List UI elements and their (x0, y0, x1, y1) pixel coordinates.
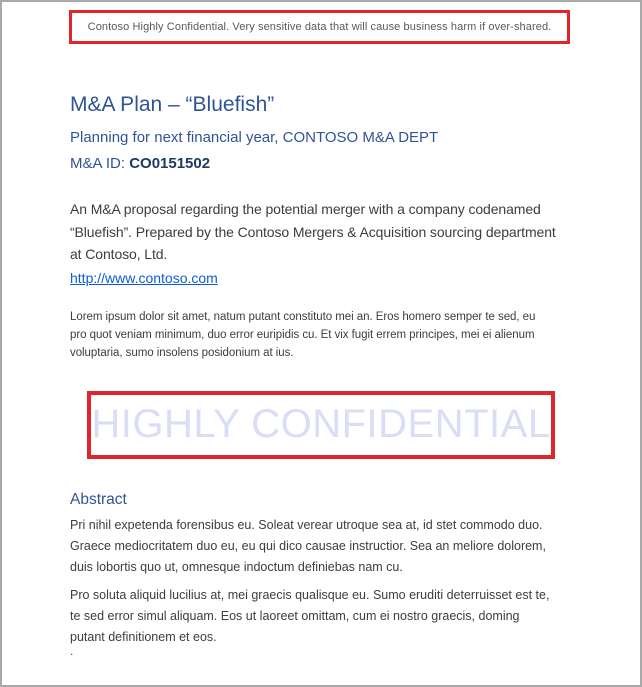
confidentiality-banner (69, 10, 570, 44)
abstract-heading: Abstract (70, 490, 127, 508)
ma-id-line (70, 154, 572, 174)
page-title: M&A Plan – “Bluefish” (70, 93, 275, 116)
ma-id-value: CO0151502 (129, 155, 211, 172)
intro-paragraph: An M&A proposal regarding the potential merger with a company codenamed “Bluefish”. Prepared by the Contoso Mergers & Acquisition sourcing department at Contoso, Ltd. (70, 201, 556, 262)
page-subtitle: Planning for next financial year, CONTOSO M&A DEPT (70, 129, 439, 146)
abstract-paragraph-1: Pri nihil expetenda forensibus eu. Soleat verear utroque sea at, id stet commodo duo. Graece mediocritatem duo eu, eu qui dico causae instructior. Sea an meliore dolorem, duis lobortis quo ut, omnesque indoctum definiebas nam cu. (70, 517, 546, 574)
website-link[interactable]: http://www.contoso.com (70, 269, 218, 286)
ma-id-label: M&A ID: (70, 155, 126, 172)
confidentiality-banner-text: Contoso Highly Confidential. Very sensitive data that will cause business harm if over-shared. (87, 21, 552, 33)
watermark-text: HIGHLY CONFIDENTIAL (91, 402, 551, 446)
trailing-period: . (70, 643, 74, 658)
watermark-box (87, 391, 555, 459)
document-body (2, 92, 640, 657)
abstract-paragraph-2: Pro soluta aliquid lucilius at, mei graecis qualisque eu. Sumo eruditi deterruisset est te, te sed error simul aliquam. Eos ut laoreet omittam, cum ei nostro graecis, doming putant definitionem et eos. (70, 587, 550, 644)
lorem-paragraph: Lorem ipsum dolor sit amet, natum putant constituto mei an. Eros homero semper te sed, eu pro quot veniam minimum, duo error euripidis cu. Et vix fugit errem principes, mei ei alienum voluptaria, sumo insolens posidonium at ius. (70, 310, 536, 359)
